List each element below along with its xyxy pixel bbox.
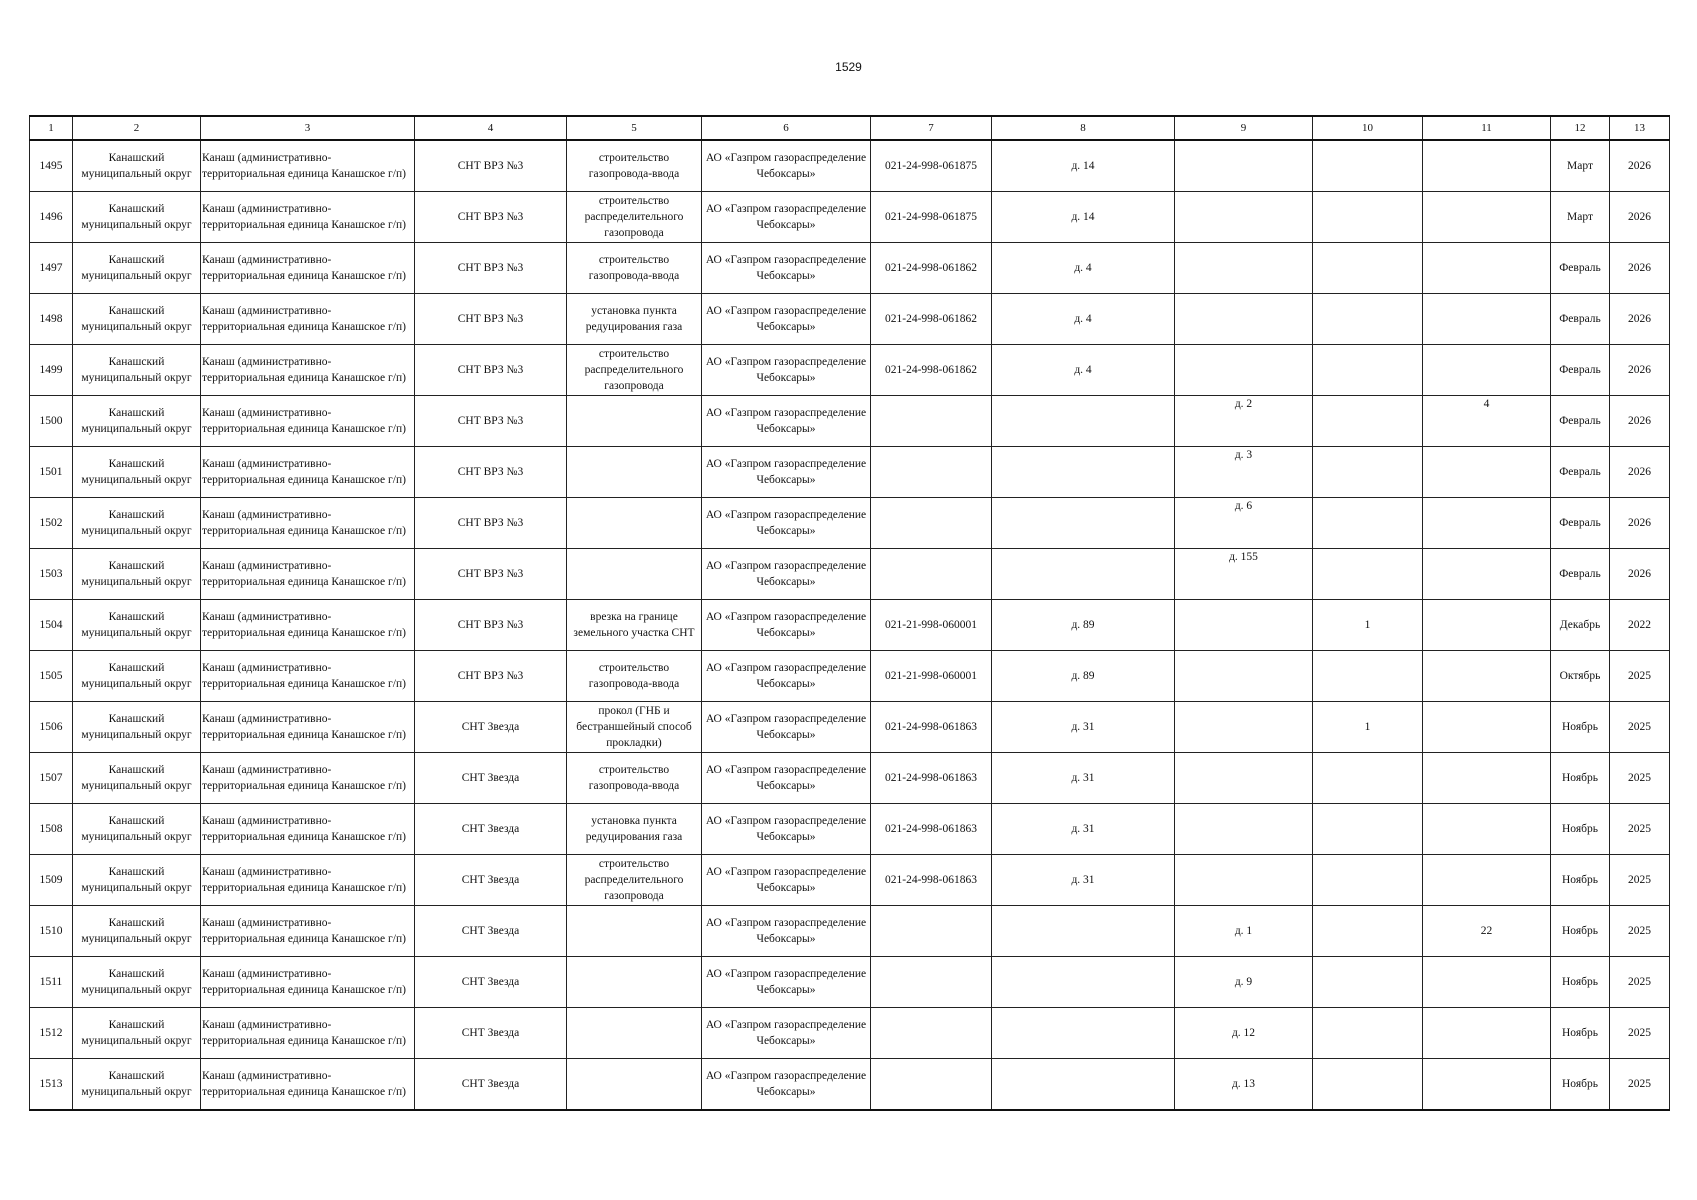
application-number-cell: 021-24-998-061863 [871, 855, 992, 906]
object-cell: СНТ ВРЗ №3 [415, 549, 567, 600]
table-row [30, 702, 1670, 753]
column-10-cell [1313, 140, 1423, 192]
object-cell: СНТ Звезда [415, 702, 567, 753]
column-header: 10 [1313, 116, 1423, 140]
column-11-cell [1423, 549, 1551, 600]
month-cell: Март [1551, 192, 1610, 243]
work-type-cell: установка пункта редуцирования газа [567, 294, 702, 345]
table-header-row [30, 116, 1670, 140]
column-10-cell [1313, 753, 1423, 804]
column-11-cell: 22 [1423, 906, 1551, 957]
column-9-cell [1175, 140, 1313, 192]
column-11-cell [1423, 957, 1551, 1008]
organization-cell: АО «Газпром газораспределение Чебоксары» [702, 140, 871, 192]
month-cell: Ноябрь [1551, 855, 1610, 906]
organization-cell: АО «Газпром газораспределение Чебоксары» [702, 906, 871, 957]
house-cell: д. 4 [992, 243, 1175, 294]
column-header: 8 [992, 116, 1175, 140]
month-cell: Ноябрь [1551, 1059, 1610, 1111]
house-cell [992, 498, 1175, 549]
column-10-cell: 1 [1313, 702, 1423, 753]
column-11-cell [1423, 192, 1551, 243]
year-cell: 2025 [1610, 651, 1670, 702]
row-number-cell: 1510 [30, 906, 73, 957]
table-row [30, 140, 1670, 192]
settlement-cell: Канаш (административно-территориальная единица Канашское г/п) [201, 804, 415, 855]
application-number-cell [871, 957, 992, 1008]
object-cell: СНТ ВРЗ №3 [415, 600, 567, 651]
column-9-cell [1175, 345, 1313, 396]
object-cell: СНТ Звезда [415, 1008, 567, 1059]
table-row [30, 855, 1670, 906]
object-cell: СНТ ВРЗ №3 [415, 651, 567, 702]
application-number-cell [871, 498, 992, 549]
work-type-cell: установка пункта редуцирования газа [567, 804, 702, 855]
column-11-cell [1423, 1008, 1551, 1059]
table-row [30, 396, 1670, 447]
work-type-cell: строительство распределительного газопровода [567, 855, 702, 906]
settlement-cell: Канаш (административно-территориальная единица Канашское г/п) [201, 345, 415, 396]
month-cell: Февраль [1551, 294, 1610, 345]
column-10-cell [1313, 804, 1423, 855]
table-row [30, 651, 1670, 702]
object-cell: СНТ ВРЗ №3 [415, 140, 567, 192]
work-type-cell: прокол (ГНБ и бестраншейный способ прокладки) [567, 702, 702, 753]
table-row [30, 447, 1670, 498]
year-cell: 2025 [1610, 1008, 1670, 1059]
district-cell: Канашский муниципальный округ [73, 957, 201, 1008]
table-row [30, 498, 1670, 549]
column-header: 1 [30, 116, 73, 140]
column-header: 9 [1175, 116, 1313, 140]
district-cell: Канашский муниципальный округ [73, 447, 201, 498]
application-number-cell [871, 906, 992, 957]
column-9-cell: д. 1 [1175, 906, 1313, 957]
column-11-cell [1423, 243, 1551, 294]
district-cell: Канашский муниципальный округ [73, 498, 201, 549]
table-row [30, 294, 1670, 345]
organization-cell: АО «Газпром газораспределение Чебоксары» [702, 345, 871, 396]
organization-cell: АО «Газпром газораспределение Чебоксары» [702, 243, 871, 294]
district-cell: Канашский муниципальный округ [73, 651, 201, 702]
object-cell: СНТ Звезда [415, 957, 567, 1008]
table-row [30, 753, 1670, 804]
column-9-cell [1175, 294, 1313, 345]
work-type-cell [567, 549, 702, 600]
house-cell: д. 31 [992, 753, 1175, 804]
organization-cell: АО «Газпром газораспределение Чебоксары» [702, 753, 871, 804]
column-11-cell [1423, 753, 1551, 804]
organization-cell: АО «Газпром газораспределение Чебоксары» [702, 804, 871, 855]
register-table [29, 115, 1670, 1111]
year-cell: 2025 [1610, 855, 1670, 906]
organization-cell: АО «Газпром газораспределение Чебоксары» [702, 1059, 871, 1111]
row-number-cell: 1500 [30, 396, 73, 447]
house-cell: д. 4 [992, 345, 1175, 396]
work-type-cell [567, 906, 702, 957]
table-body [30, 116, 1670, 1110]
month-cell: Февраль [1551, 243, 1610, 294]
work-type-cell: строительство газопровода-ввода [567, 243, 702, 294]
column-9-cell: д. 3 [1175, 447, 1313, 498]
work-type-cell: строительство газопровода-ввода [567, 651, 702, 702]
object-cell: СНТ ВРЗ №3 [415, 192, 567, 243]
application-number-cell [871, 1059, 992, 1111]
object-cell: СНТ Звезда [415, 753, 567, 804]
district-cell: Канашский муниципальный округ [73, 140, 201, 192]
page-number: 1529 [835, 60, 862, 74]
settlement-cell: Канаш (административно-территориальная единица Канашское г/п) [201, 294, 415, 345]
organization-cell: АО «Газпром газораспределение Чебоксары» [702, 600, 871, 651]
settlement-cell: Канаш (административно-территориальная единица Канашское г/п) [201, 600, 415, 651]
settlement-cell: Канаш (административно-территориальная единица Канашское г/п) [201, 651, 415, 702]
year-cell: 2022 [1610, 600, 1670, 651]
year-cell: 2026 [1610, 345, 1670, 396]
column-9-cell: д. 13 [1175, 1059, 1313, 1111]
district-cell: Канашский муниципальный округ [73, 855, 201, 906]
year-cell: 2026 [1610, 294, 1670, 345]
row-number-cell: 1513 [30, 1059, 73, 1111]
column-10-cell [1313, 855, 1423, 906]
settlement-cell: Канаш (административно-территориальная единица Канашское г/п) [201, 855, 415, 906]
month-cell: Февраль [1551, 396, 1610, 447]
column-10-cell [1313, 243, 1423, 294]
district-cell: Канашский муниципальный округ [73, 396, 201, 447]
column-11-cell [1423, 498, 1551, 549]
house-cell: д. 31 [992, 855, 1175, 906]
column-11-cell [1423, 140, 1551, 192]
application-number-cell: 021-24-998-061862 [871, 243, 992, 294]
house-cell [992, 906, 1175, 957]
work-type-cell [567, 498, 702, 549]
column-10-cell [1313, 447, 1423, 498]
column-11-cell [1423, 702, 1551, 753]
row-number-cell: 1504 [30, 600, 73, 651]
application-number-cell: 021-24-998-061875 [871, 140, 992, 192]
column-9-cell [1175, 855, 1313, 906]
work-type-cell [567, 1008, 702, 1059]
year-cell: 2025 [1610, 804, 1670, 855]
object-cell: СНТ ВРЗ №3 [415, 498, 567, 549]
month-cell: Ноябрь [1551, 957, 1610, 1008]
column-10-cell: 1 [1313, 600, 1423, 651]
column-11-cell [1423, 1059, 1551, 1111]
column-11-cell: 4 [1423, 396, 1551, 447]
house-cell [992, 447, 1175, 498]
district-cell: Канашский муниципальный округ [73, 753, 201, 804]
settlement-cell: Канаш (административно-территориальная единица Канашское г/п) [201, 906, 415, 957]
organization-cell: АО «Газпром газораспределение Чебоксары» [702, 294, 871, 345]
column-9-cell [1175, 753, 1313, 804]
house-cell: д. 4 [992, 294, 1175, 345]
work-type-cell [567, 396, 702, 447]
year-cell: 2026 [1610, 140, 1670, 192]
object-cell: СНТ ВРЗ №3 [415, 243, 567, 294]
month-cell: Ноябрь [1551, 702, 1610, 753]
column-header: 2 [73, 116, 201, 140]
year-cell: 2026 [1610, 447, 1670, 498]
settlement-cell: Канаш (административно-территориальная единица Канашское г/п) [201, 140, 415, 192]
column-9-cell: д. 9 [1175, 957, 1313, 1008]
column-9-cell [1175, 651, 1313, 702]
column-11-cell [1423, 855, 1551, 906]
application-number-cell: 021-24-998-061862 [871, 345, 992, 396]
row-number-cell: 1509 [30, 855, 73, 906]
row-number-cell: 1511 [30, 957, 73, 1008]
application-number-cell: 021-24-998-061862 [871, 294, 992, 345]
work-type-cell: строительство газопровода-ввода [567, 753, 702, 804]
month-cell: Март [1551, 140, 1610, 192]
house-cell: д. 14 [992, 140, 1175, 192]
object-cell: СНТ ВРЗ №3 [415, 345, 567, 396]
application-number-cell [871, 1008, 992, 1059]
object-cell: СНТ ВРЗ №3 [415, 396, 567, 447]
house-cell [992, 549, 1175, 600]
table-row [30, 1008, 1670, 1059]
month-cell: Ноябрь [1551, 1008, 1610, 1059]
month-cell: Ноябрь [1551, 906, 1610, 957]
table-row [30, 957, 1670, 1008]
application-number-cell [871, 549, 992, 600]
settlement-cell: Канаш (административно-территориальная единица Канашское г/п) [201, 549, 415, 600]
column-10-cell [1313, 498, 1423, 549]
month-cell: Февраль [1551, 345, 1610, 396]
year-cell: 2025 [1610, 906, 1670, 957]
column-10-cell [1313, 651, 1423, 702]
row-number-cell: 1503 [30, 549, 73, 600]
organization-cell: АО «Газпром газораспределение Чебоксары» [702, 957, 871, 1008]
column-10-cell [1313, 396, 1423, 447]
settlement-cell: Канаш (административно-территориальная единица Канашское г/п) [201, 396, 415, 447]
work-type-cell [567, 1059, 702, 1111]
year-cell: 2026 [1610, 192, 1670, 243]
column-9-cell: д. 12 [1175, 1008, 1313, 1059]
application-number-cell [871, 396, 992, 447]
row-number-cell: 1495 [30, 140, 73, 192]
column-9-cell [1175, 192, 1313, 243]
district-cell: Канашский муниципальный округ [73, 600, 201, 651]
row-number-cell: 1507 [30, 753, 73, 804]
year-cell: 2025 [1610, 753, 1670, 804]
column-11-cell [1423, 294, 1551, 345]
house-cell: д. 31 [992, 804, 1175, 855]
row-number-cell: 1496 [30, 192, 73, 243]
district-cell: Канашский муниципальный округ [73, 192, 201, 243]
month-cell: Февраль [1551, 447, 1610, 498]
house-cell [992, 957, 1175, 1008]
application-number-cell: 021-24-998-061875 [871, 192, 992, 243]
work-type-cell: врезка на границе земельного участка СНТ [567, 600, 702, 651]
column-10-cell [1313, 549, 1423, 600]
column-9-cell: д. 6 [1175, 498, 1313, 549]
table-row [30, 1059, 1670, 1111]
column-11-cell [1423, 345, 1551, 396]
table-row [30, 192, 1670, 243]
house-cell: д. 31 [992, 702, 1175, 753]
settlement-cell: Канаш (административно-территориальная единица Канашское г/п) [201, 1008, 415, 1059]
year-cell: 2025 [1610, 957, 1670, 1008]
column-header: 5 [567, 116, 702, 140]
column-10-cell [1313, 192, 1423, 243]
settlement-cell: Канаш (административно-территориальная единица Канашское г/п) [201, 753, 415, 804]
object-cell: СНТ Звезда [415, 804, 567, 855]
settlement-cell: Канаш (административно-территориальная единица Канашское г/п) [201, 447, 415, 498]
column-header: 12 [1551, 116, 1610, 140]
column-header: 4 [415, 116, 567, 140]
organization-cell: АО «Газпром газораспределение Чебоксары» [702, 855, 871, 906]
work-type-cell: строительство газопровода-ввода [567, 140, 702, 192]
table-row [30, 243, 1670, 294]
district-cell: Канашский муниципальный округ [73, 294, 201, 345]
house-cell: д. 89 [992, 600, 1175, 651]
object-cell: СНТ Звезда [415, 855, 567, 906]
month-cell: Февраль [1551, 549, 1610, 600]
house-cell: д. 89 [992, 651, 1175, 702]
year-cell: 2026 [1610, 243, 1670, 294]
column-9-cell: д. 2 [1175, 396, 1313, 447]
district-cell: Канашский муниципальный округ [73, 243, 201, 294]
table-row [30, 600, 1670, 651]
organization-cell: АО «Газпром газораспределение Чебоксары» [702, 651, 871, 702]
district-cell: Канашский муниципальный округ [73, 804, 201, 855]
district-cell: Канашский муниципальный округ [73, 906, 201, 957]
house-cell: д. 14 [992, 192, 1175, 243]
table-row [30, 906, 1670, 957]
year-cell: 2025 [1610, 1059, 1670, 1111]
work-type-cell [567, 957, 702, 1008]
district-cell: Канашский муниципальный округ [73, 345, 201, 396]
column-11-cell [1423, 804, 1551, 855]
table-row [30, 549, 1670, 600]
settlement-cell: Канаш (административно-территориальная единица Канашское г/п) [201, 498, 415, 549]
column-9-cell [1175, 243, 1313, 294]
row-number-cell: 1502 [30, 498, 73, 549]
row-number-cell: 1501 [30, 447, 73, 498]
row-number-cell: 1505 [30, 651, 73, 702]
work-type-cell: строительство распределительного газопровода [567, 345, 702, 396]
organization-cell: АО «Газпром газораспределение Чебоксары» [702, 396, 871, 447]
column-10-cell [1313, 345, 1423, 396]
organization-cell: АО «Газпром газораспределение Чебоксары» [702, 702, 871, 753]
year-cell: 2026 [1610, 396, 1670, 447]
row-number-cell: 1497 [30, 243, 73, 294]
row-number-cell: 1508 [30, 804, 73, 855]
month-cell: Ноябрь [1551, 804, 1610, 855]
month-cell: Февраль [1551, 498, 1610, 549]
row-number-cell: 1499 [30, 345, 73, 396]
application-number-cell: 021-24-998-061863 [871, 702, 992, 753]
column-11-cell [1423, 447, 1551, 498]
house-cell [992, 1008, 1175, 1059]
organization-cell: АО «Газпром газораспределение Чебоксары» [702, 192, 871, 243]
house-cell [992, 1059, 1175, 1111]
application-number-cell: 021-21-998-060001 [871, 600, 992, 651]
work-type-cell [567, 447, 702, 498]
column-10-cell [1313, 294, 1423, 345]
column-9-cell: д. 155 [1175, 549, 1313, 600]
column-header: 13 [1610, 116, 1670, 140]
settlement-cell: Канаш (административно-территориальная единица Канашское г/п) [201, 243, 415, 294]
object-cell: СНТ ВРЗ №3 [415, 294, 567, 345]
column-11-cell [1423, 651, 1551, 702]
column-10-cell [1313, 906, 1423, 957]
column-header: 7 [871, 116, 992, 140]
column-9-cell [1175, 600, 1313, 651]
month-cell: Декабрь [1551, 600, 1610, 651]
column-10-cell [1313, 1008, 1423, 1059]
column-10-cell [1313, 957, 1423, 1008]
month-cell: Ноябрь [1551, 753, 1610, 804]
table-row [30, 804, 1670, 855]
organization-cell: АО «Газпром газораспределение Чебоксары» [702, 1008, 871, 1059]
application-number-cell [871, 447, 992, 498]
column-header: 11 [1423, 116, 1551, 140]
district-cell: Канашский муниципальный округ [73, 702, 201, 753]
house-cell [992, 396, 1175, 447]
application-number-cell: 021-24-998-061863 [871, 753, 992, 804]
column-header: 6 [702, 116, 871, 140]
year-cell: 2026 [1610, 549, 1670, 600]
settlement-cell: Канаш (административно-территориальная единица Канашское г/п) [201, 702, 415, 753]
district-cell: Канашский муниципальный округ [73, 1059, 201, 1111]
application-number-cell: 021-24-998-061863 [871, 804, 992, 855]
organization-cell: АО «Газпром газораспределение Чебоксары» [702, 447, 871, 498]
object-cell: СНТ Звезда [415, 1059, 567, 1111]
column-10-cell [1313, 1059, 1423, 1111]
table-row [30, 345, 1670, 396]
settlement-cell: Канаш (административно-территориальная единица Канашское г/п) [201, 192, 415, 243]
column-11-cell [1423, 600, 1551, 651]
district-cell: Канашский муниципальный округ [73, 1008, 201, 1059]
object-cell: СНТ ВРЗ №3 [415, 447, 567, 498]
settlement-cell: Канаш (административно-территориальная единица Канашское г/п) [201, 1059, 415, 1111]
column-9-cell [1175, 702, 1313, 753]
row-number-cell: 1498 [30, 294, 73, 345]
month-cell: Октябрь [1551, 651, 1610, 702]
year-cell: 2026 [1610, 498, 1670, 549]
settlement-cell: Канаш (административно-территориальная единица Канашское г/п) [201, 957, 415, 1008]
year-cell: 2025 [1610, 702, 1670, 753]
application-number-cell: 021-21-998-060001 [871, 651, 992, 702]
work-type-cell: строительство распределительного газопровода [567, 192, 702, 243]
district-cell: Канашский муниципальный округ [73, 549, 201, 600]
column-9-cell [1175, 804, 1313, 855]
row-number-cell: 1506 [30, 702, 73, 753]
column-header: 3 [201, 116, 415, 140]
organization-cell: АО «Газпром газораспределение Чебоксары» [702, 498, 871, 549]
row-number-cell: 1512 [30, 1008, 73, 1059]
object-cell: СНТ Звезда [415, 906, 567, 957]
organization-cell: АО «Газпром газораспределение Чебоксары» [702, 549, 871, 600]
